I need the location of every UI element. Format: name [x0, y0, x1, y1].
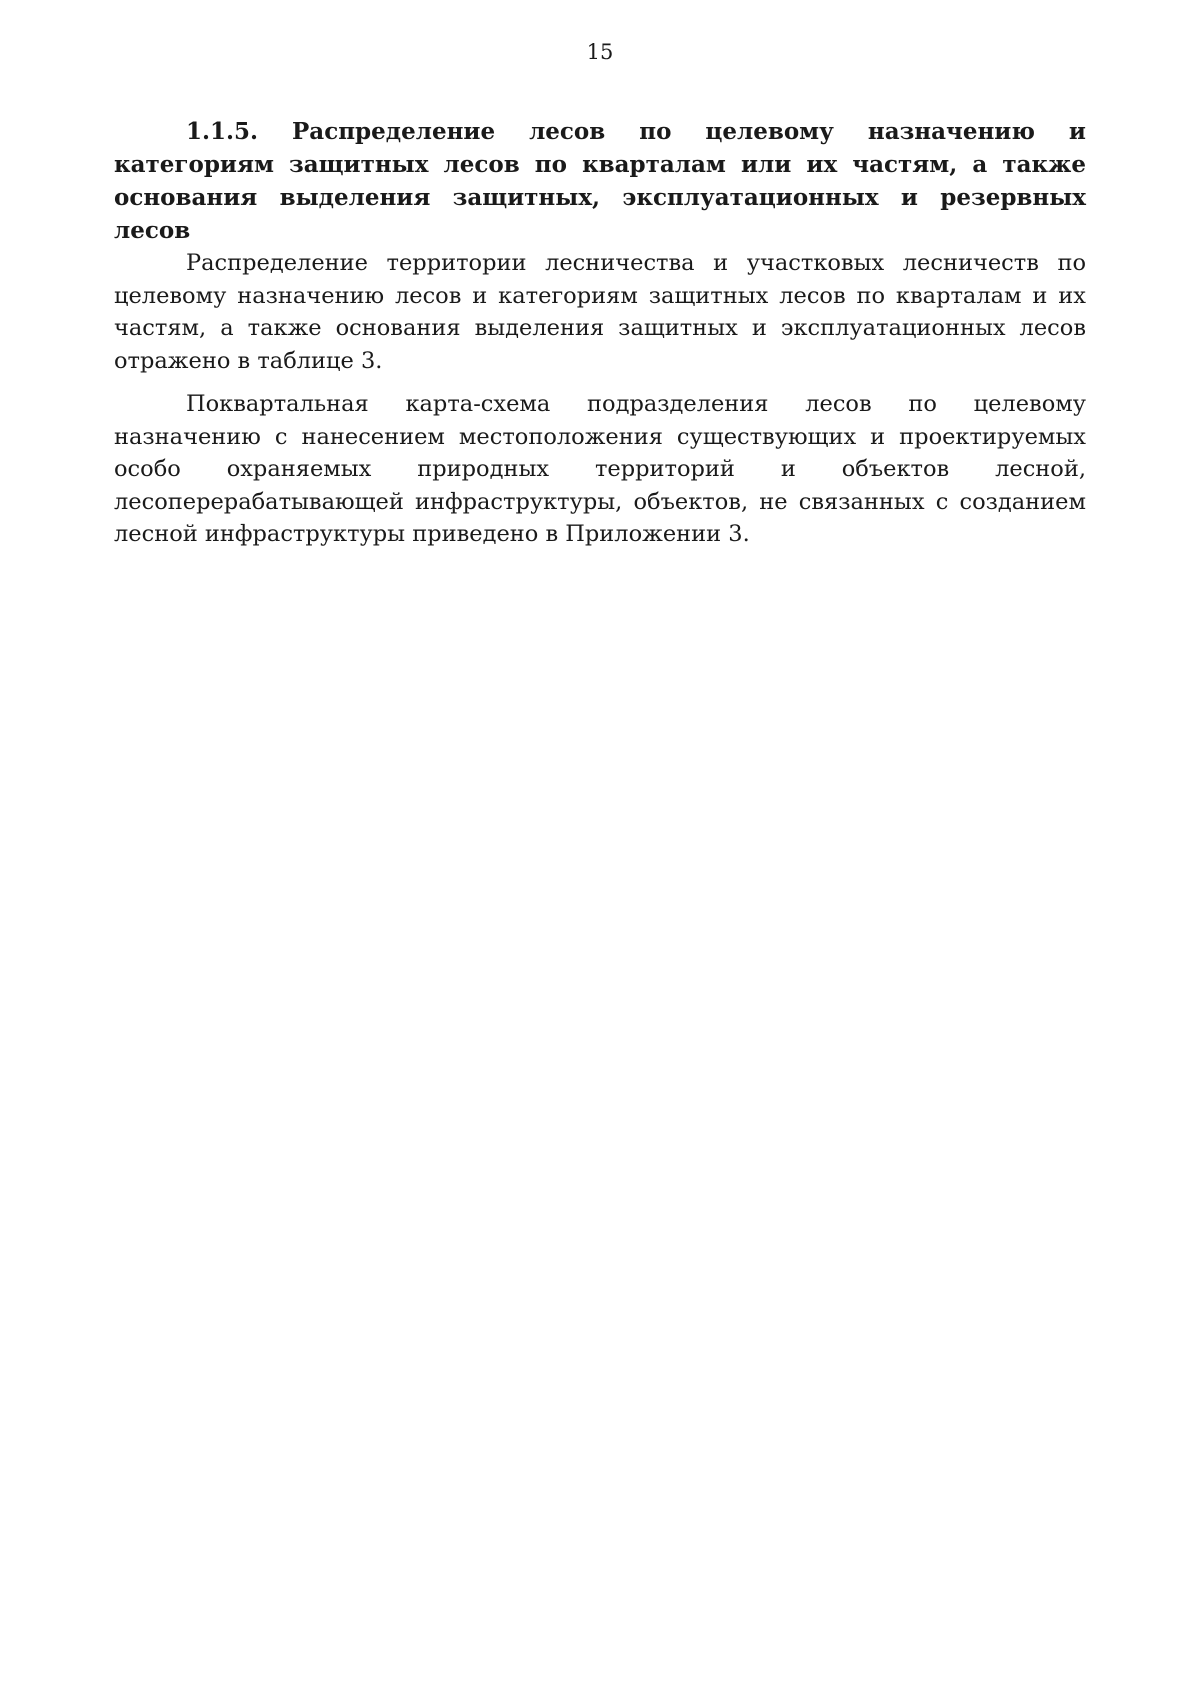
section-content	[114, 115, 1086, 551]
paragraph-2: Поквартальная карта-схема подразделения лесов по целевому назначению с нанесением местоположения существующих и проектируемых особо охраняемых природных территорий и объектов лесной, лесоперерабатывающей инфраструктуры, объектов, не связанных с созданием лесной инфраструктуры приведено в Приложении 3.	[114, 391, 1086, 547]
page-number: 15	[586, 40, 614, 64]
paragraph-1: Распределение территории лесничества и участковых лесничеств по целевому назначению лесов и категориям защитных лесов по кварталам и их частям, а также основания выделения защитных и эксплуатационных лесов отражено в таблице 3.	[114, 250, 1086, 374]
section-heading: 1.1.5. Распределение лесов по целевому назначению и категориям защитных лесов по кварталам или их частям, а также основания выделения защитных, эксплуатационных и резервных лесов	[114, 118, 1086, 244]
